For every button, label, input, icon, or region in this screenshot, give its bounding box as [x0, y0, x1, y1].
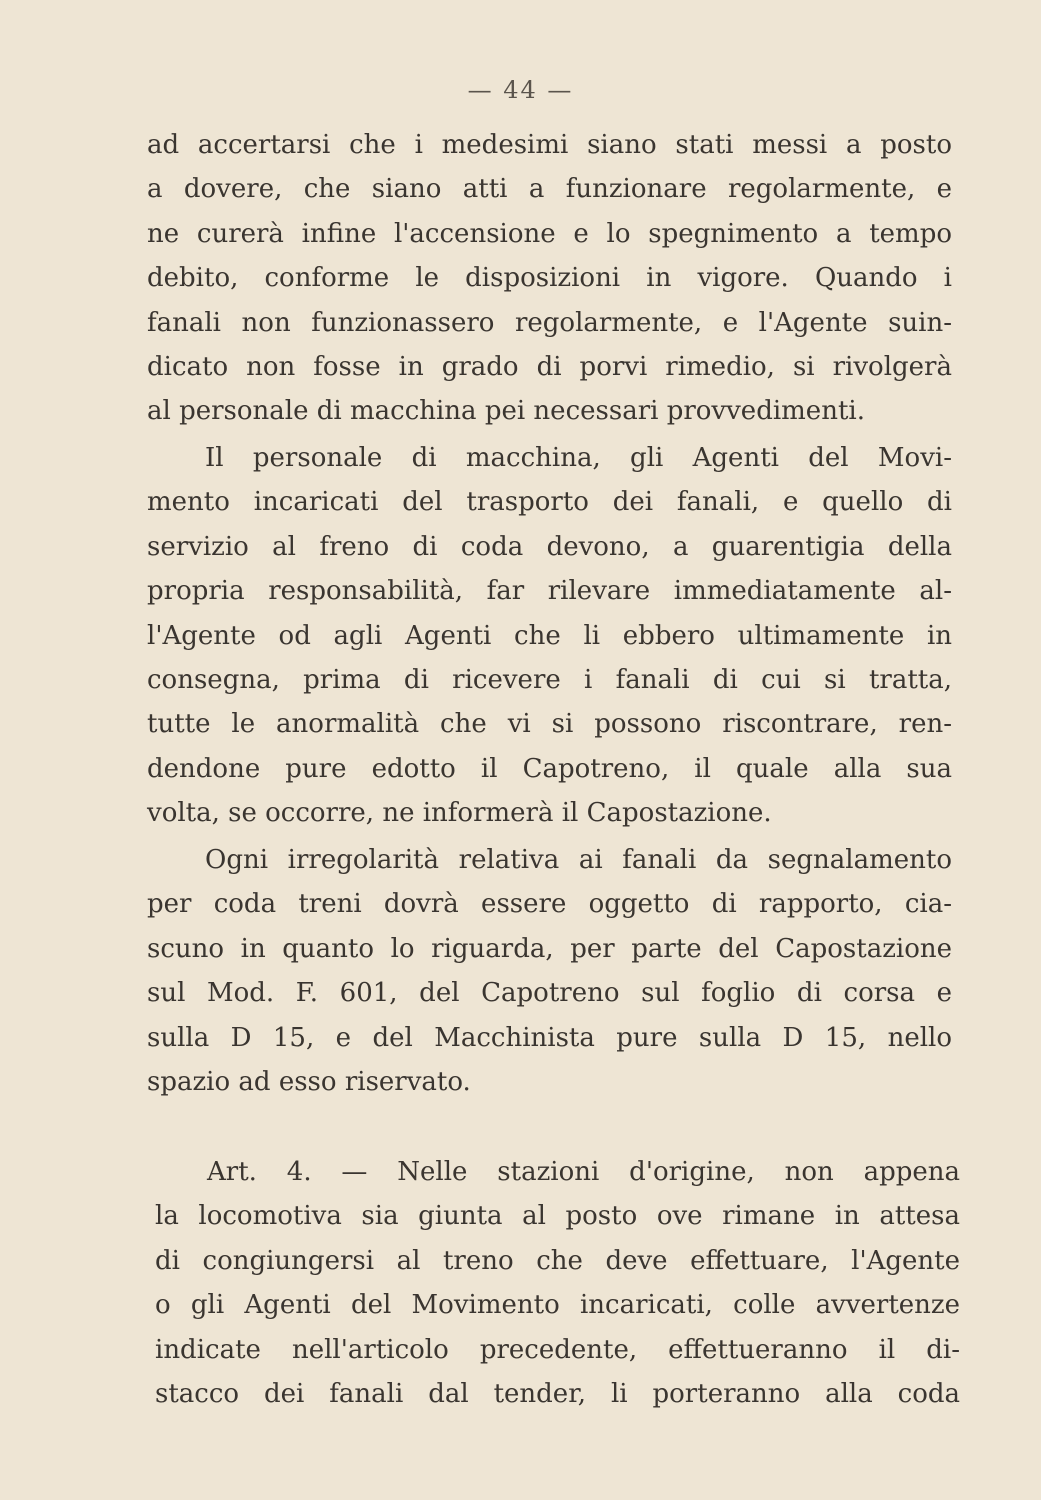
text-line: di congiungersi al treno che deve effettuare, l'Agente — [155, 1245, 960, 1276]
text-line: ad accertarsi che i medesimi siano stati messi a posto — [147, 130, 952, 160]
text-line: debito, conforme le disposizioni in vigore. Quando i — [147, 263, 952, 294]
paragraph-3 — [147, 838, 952, 1104]
paragraph-4-article-4 — [155, 1150, 960, 1416]
text-line: stacco dei fanali dal tender, li porteranno alla coda — [155, 1378, 960, 1409]
paragraph-1 — [147, 123, 952, 434]
text-line: o gli Agenti del Movimento incaricati, colle avvertenze — [155, 1290, 960, 1321]
text-line: dicato non fosse in grado di porvi rimedio, si rivolgerà — [147, 351, 952, 382]
text-line: a dovere, che siano atti a funzionare regolarmente, e — [147, 174, 952, 205]
text-line: l'Agente od agli Agenti che li ebbero ultimamente in — [147, 620, 952, 651]
text-line: scuno in quanto lo riguarda, per parte del Capostazione — [147, 933, 952, 964]
text-line: consegna, prima di ricevere i fanali di cui si tratta, — [147, 664, 952, 695]
text-line: per coda treni dovrà essere oggetto di rapporto, cia- — [147, 889, 952, 920]
text-line: mento incaricati del trasporto dei fanali, e quello di — [147, 487, 952, 518]
page-number: — 44 — — [467, 76, 574, 104]
text-line: Art. 4. — Nelle stazioni d'origine, non appena — [207, 1157, 960, 1187]
text-line: volta, se occorre, ne informerà il Capostazione. — [147, 798, 772, 829]
paragraph-2 — [147, 436, 952, 836]
text-line: ne curerà infine l'accensione e lo spegnimento a tempo — [147, 218, 952, 249]
text-line: sul Mod. F. 601, del Capotreno sul foglio di corsa e — [147, 978, 952, 1009]
text-line: indicate nell'articolo precedente, effettueranno il di- — [155, 1334, 960, 1365]
text-line: propria responsabilità, far rilevare immediatamente al- — [147, 576, 952, 607]
text-line: sulla D 15, e del Macchinista pure sulla D 15, nello — [147, 1022, 952, 1053]
text-line: tutte le anormalità che vi si possono riscontrare, ren- — [147, 709, 952, 740]
text-line: dendone pure edotto il Capotreno, il quale alla sua — [147, 753, 952, 784]
text-line: Ogni irregolarità relativa ai fanali da segnalamento — [205, 845, 952, 875]
text-line: fanali non funzionassero regolarmente, e l'Agente suin- — [147, 307, 952, 338]
text-line: spazio ad esso riservato. — [147, 1066, 471, 1097]
text-line: la locomotiva sia giunta al posto ove rimane in attesa — [155, 1201, 960, 1232]
text-line: al personale di macchina pei necessari provvedimenti. — [147, 396, 865, 427]
text-line: Il personale di macchina, gli Agenti del Movi- — [205, 443, 952, 473]
text-line: servizio al freno di coda devono, a guarentigia della — [147, 531, 952, 562]
